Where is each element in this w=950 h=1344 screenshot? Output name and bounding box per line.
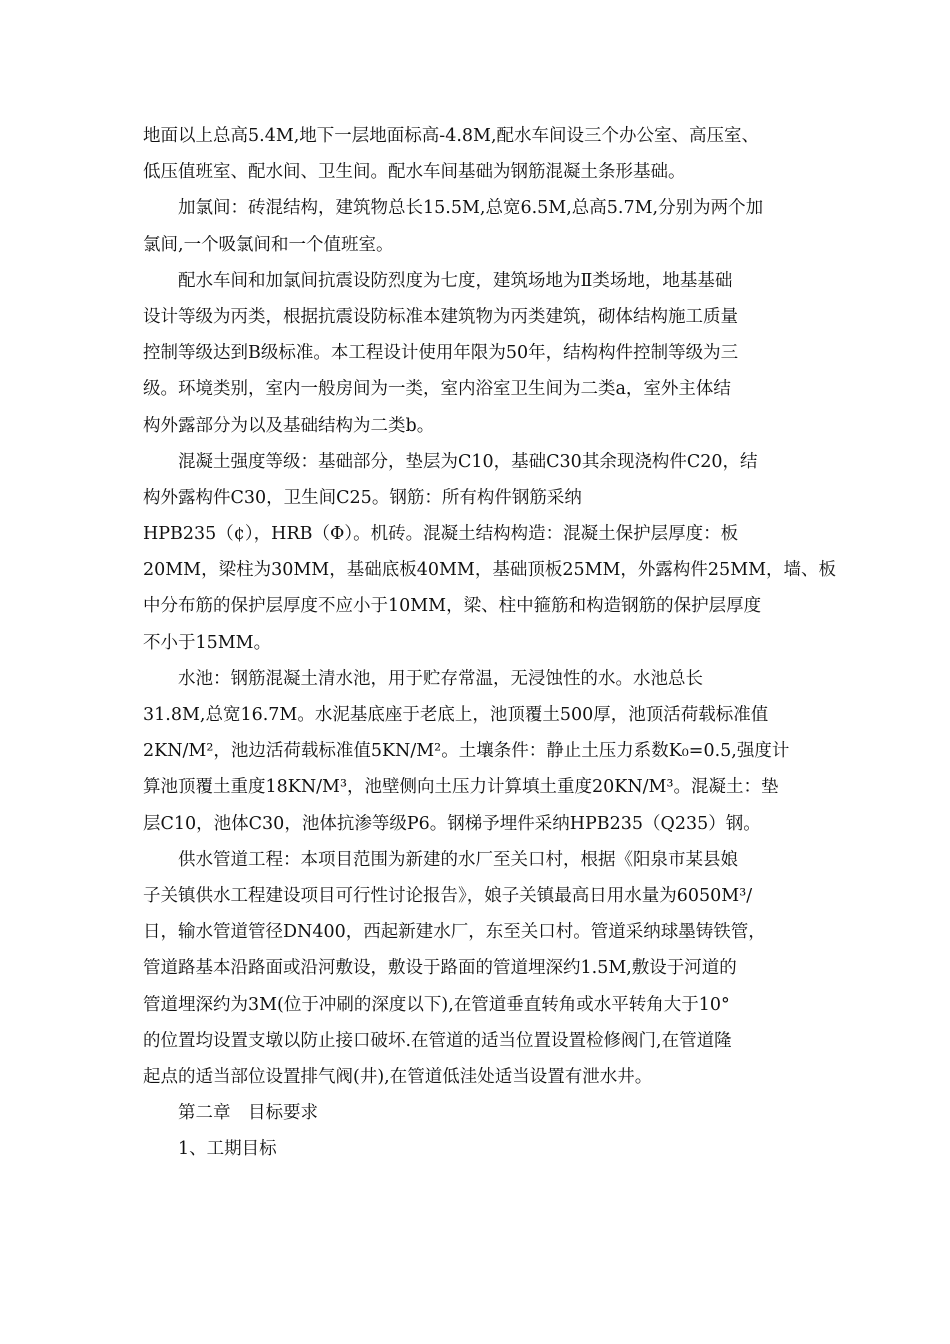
paragraph-start: 混凝土强度等级：基础部分，垫层为C10，基础C30其余现浇构件C20，结 [178,451,758,472]
paragraph-start: 水池：钢筋混凝土清水池，用于贮存常温，无浸蚀性的水。水池总长 [178,668,703,689]
text-line: 设计等级为丙类，根据抗震设防标准本建筑物为丙类建筑，砌体结构施工质量 [143,306,738,327]
text-line: 算池顶覆土重度18KN/M³，池壁侧向土压力计算填土重度20KN/M³。混凝土：垫 [143,777,779,798]
text-line: 20MM，梁柱为30MM，基础底板40MM，基础顶板25MM，外露构件25MM，墙、板 [143,560,837,581]
text-line: 的位置均设置支墩以防止接口破坏.在管道的适当位置设置检修阀门,在管道隆 [143,1030,732,1051]
text-line: 级。环境类别，室内一般房间为一类，室内浴室卫生间为二类a，室外主体结 [143,379,731,400]
paragraph-start: 配水车间和加氯间抗震设防烈度为七度，建筑场地为Ⅱ类场地，地基基础 [178,270,733,291]
text-line: 控制等级达到B级标准。本工程设计使用年限为50年，结构构件控制等级为三 [143,343,739,364]
text-line: 管道路基本沿路面或沿河敷设，敷设于路面的管道埋深约1.5M,敷设于河道的 [143,958,737,979]
text-line: HPB235（¢），HRB（Φ）。机砖。混凝土结构构造：混凝土保护层厚度：板 [143,524,739,545]
text-line: 2KN/M²，池边活荷载标准值5KN/M²。土壤条件：静止土压力系数K₀=0.5,强度计 [143,741,790,762]
text-line: 日，输水管道管径DN400，西起新建水厂，东至关口村。管道采纳球墨铸铁管， [143,922,766,943]
text-line: 管道埋深约为3M(位于冲刷的深度以下),在管道垂直转角或水平转角大于10° [143,994,730,1015]
text-line: 低压值班室、配水间、卫生间。配水车间基础为钢筋混凝土条形基础。 [143,162,686,183]
text-line: 中分布筋的保护层厚度不应小于10MM，梁、柱中箍筋和构造钢筋的保护层厚度 [143,596,762,617]
text-line: 地面以上总高5.4M,地下一层地面标高-4.8M,配水车间设三个办公室、高压室、 [143,126,760,146]
text-line: 构外露部分为以及基础结构为二类b。 [143,415,435,436]
chapter-heading: 第二章 目标要求 [178,1103,318,1124]
paragraph-start: 供水管道工程：本项目范围为新建的水厂至关口村，根据《阳泉市某县娘 [178,849,738,870]
text-line: 31.8M,总宽16.7M。水泥基底座于老底上，池顶覆土500厚，池顶活荷载标准值 [143,705,769,725]
text-line: 起点的适当部位设置排气阀(井),在管道低洼处适当设置有泄水井。 [143,1066,653,1087]
paragraph-start: 加氯间：砖混结构，建筑物总长15.5M,总宽6.5M,总高5.7M,分别为两个加 [178,198,764,219]
text-line: 不小于15MM。 [143,632,272,653]
section-heading: 1、工期目标 [178,1139,277,1160]
text-line: 构外露构件C30，卫生间C25。钢筋：所有构件钢筋采纳 [143,487,582,508]
text-line: 子关镇供水工程建设项目可行性讨论报告》，娘子关镇最高日用水量为6050M³/ [143,885,753,906]
document-body [143,118,837,1167]
text-line: 氯间,一个吸氯间和一个值班室。 [143,234,394,255]
text-line: 层C10，池体C30，池体抗渗等级P6。钢梯予埋件采纳HPB235（Q235）钢。 [143,813,761,834]
